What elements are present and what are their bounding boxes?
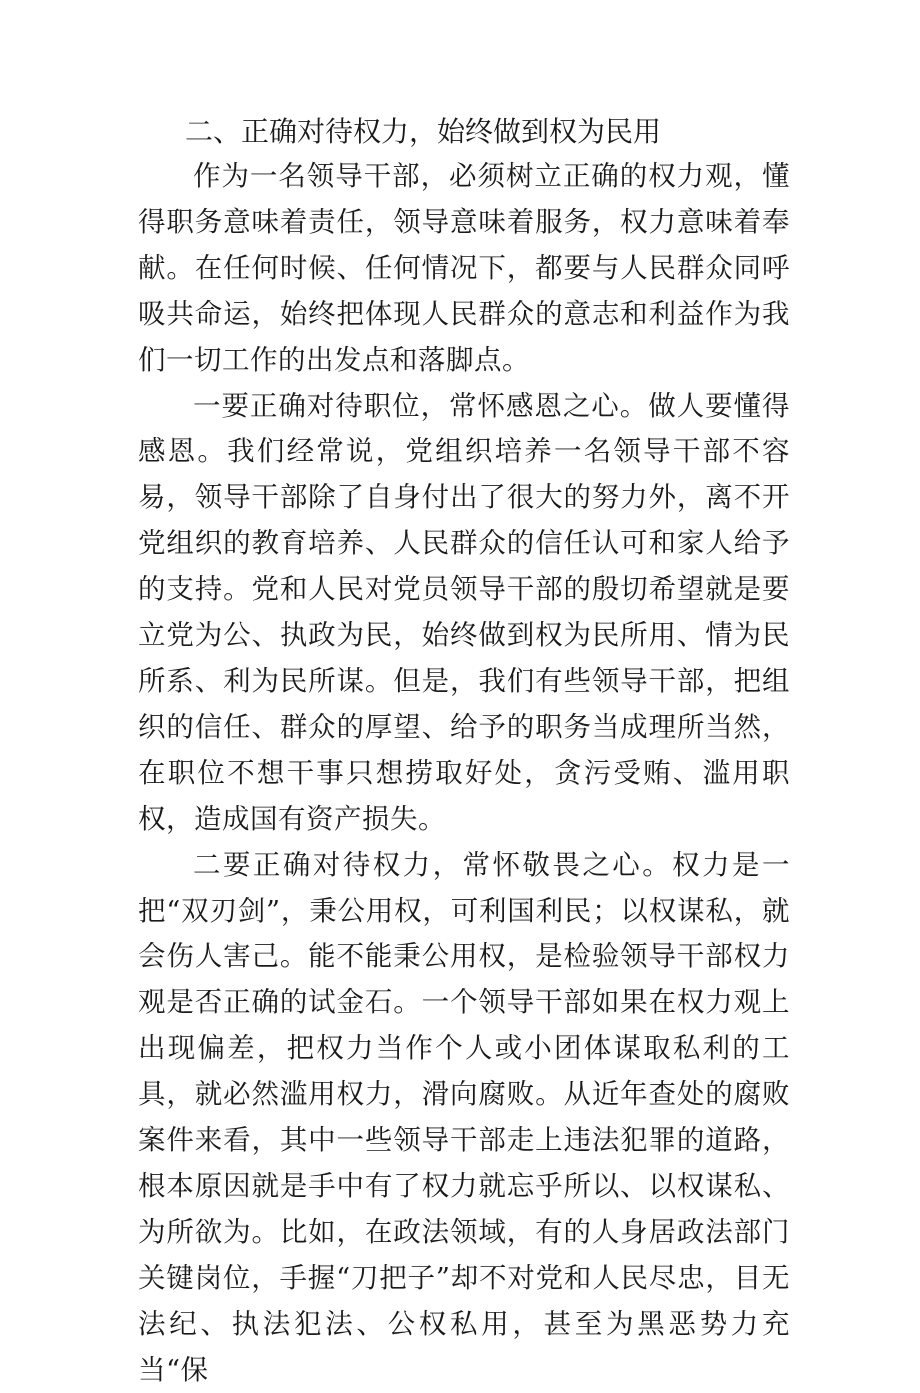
paragraph-power-reverence: 二要正确对待权力，常怀敬畏之心。权力是一把“双刃剑”，秉公用权，可利国利民；以权谋私，就会伤人害己。能不能秉公用权，是检验领导干部权力观是否正确的试金石。一个领导干部如果在权力观上出现偏差，把权力当作个人或小团体谋取私利的工具，就必然滥用权力，滑向腐败。从近年查处的腐败案件来看，其中一些领导干部走上违法犯罪的道路，根本原因就是手中有了权力就忘乎所以、以权谋私、为所欲为。比如，在政法领域，有的人身居政法部门关键岗位，手握“刀把子”却不对党和人民尽忠，目无法纪、执法犯法、公权私用，甚至为黑恶势力充当“保 — [138, 848, 790, 1386]
section-heading: 二、正确对待权力，始终做到权为民用 — [185, 115, 662, 148]
paragraph-position-gratitude: 一要正确对待职位，常怀感恩之心。做人要懂得感恩。我们经常说，党组织培养一名领导干部不容易，领导干部除了自身付出了很大的努力外，离不开党组织的教育培养、人民群众的信任认可和家人给予的支持。党和人民对党员领导干部的殷切希望就是要立党为公、执政为民，始终做到权为民所用、情为民所系、利为民所谋。但是，我们有些领导干部，把组织的信任、群众的厚望、给予的职务当成理所当然，在职位不想干事只想捞取好处，贪污受贿、滥用职权，造成国有资产损失。 — [138, 389, 790, 835]
paragraph-intro: 作为一名领导干部，必须树立正确的权力观，懂得职务意味着责任，领导意味着服务，权力意味着奉献。在任何时候、任何情况下，都要与人民群众同呼吸共命运，始终把体现人民群众的意志和利益作为我们一切工作的出发点和落脚点。 — [138, 160, 790, 376]
document-body — [138, 154, 790, 1393]
